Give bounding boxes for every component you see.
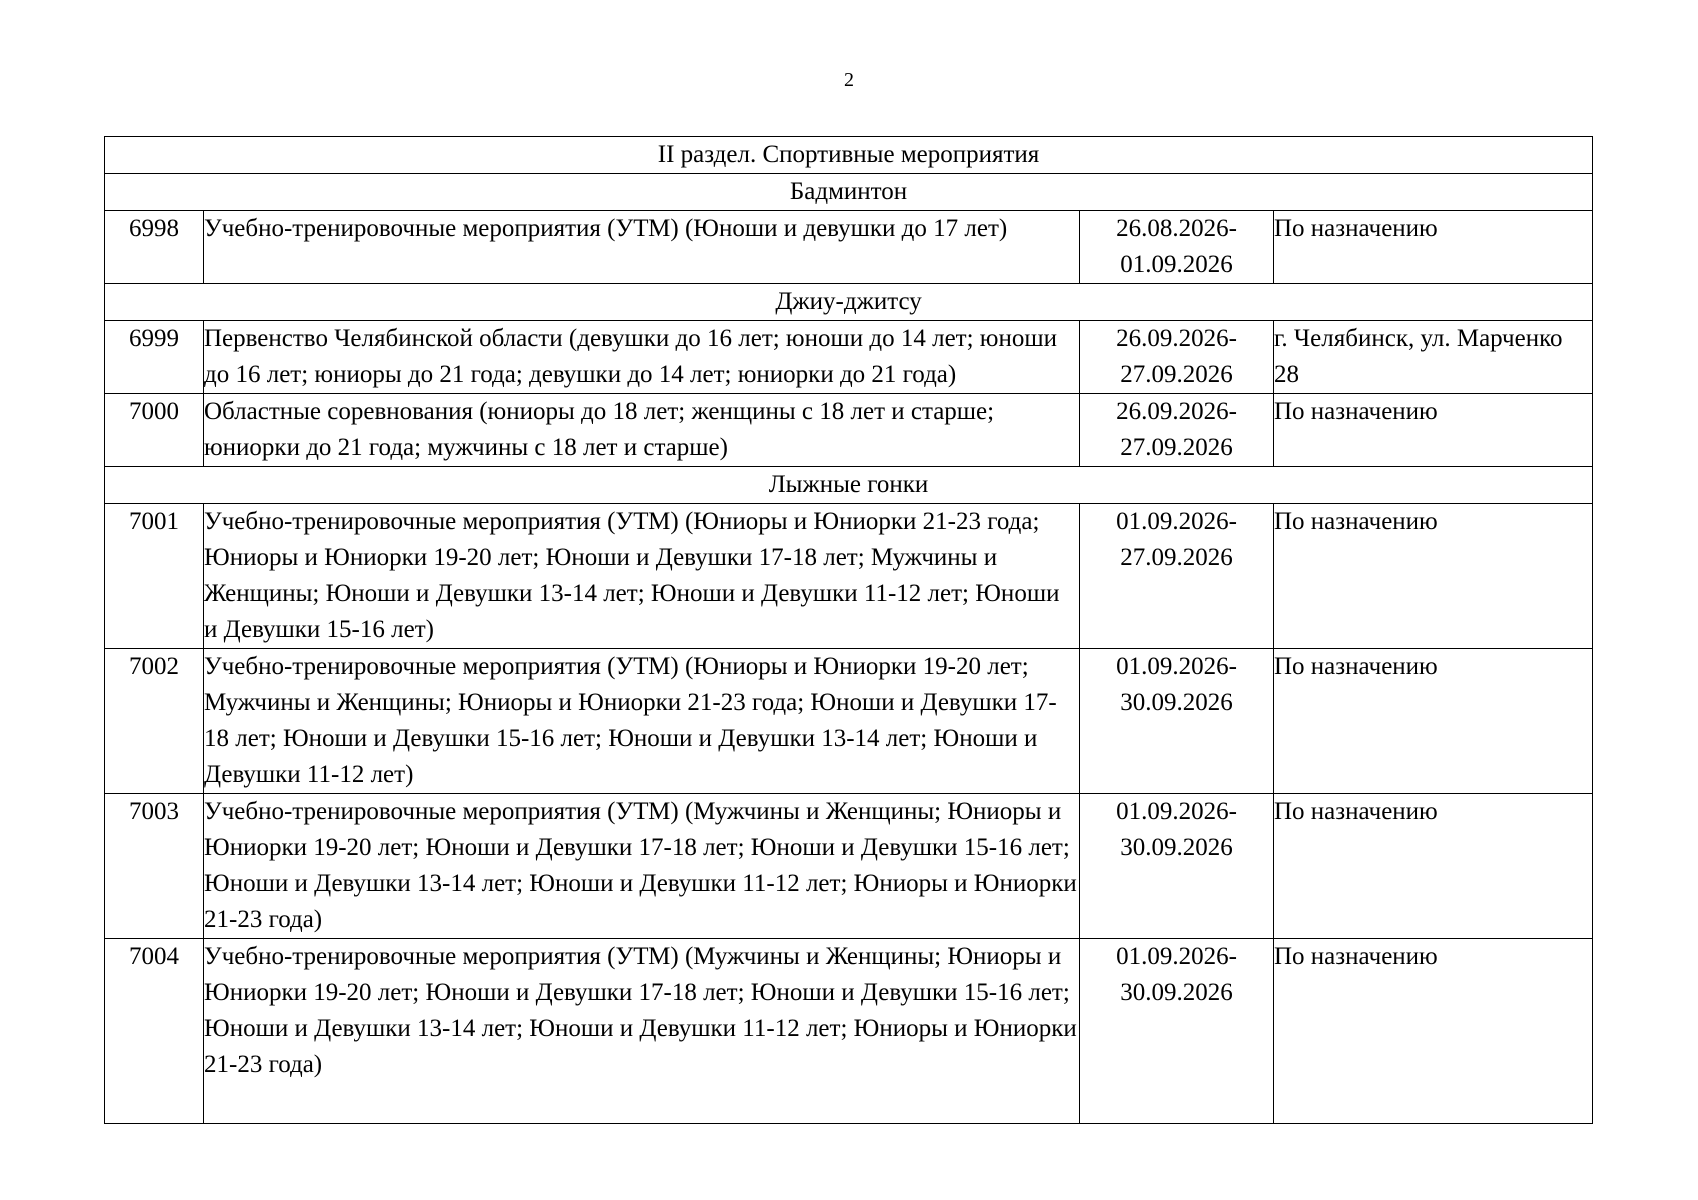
event-dates (1080, 394, 1274, 467)
event-number: 6999 (105, 321, 204, 394)
date-start: 26.08.2026- (1116, 215, 1237, 242)
events-table (104, 136, 1593, 1124)
event-name: Учебно-тренировочные мероприятия (УТМ) (Юниоры и Юниорки 19-20 лет; Мужчины и Женщины; Юниоры и Юниорки 21-23 года; Юноши и Девушки 17-18 лет; Юноши и Девушки 15-16 лет; Юноши и Девушки 13-14 лет; Юноши и Девушки 11-12 лет) (204, 649, 1080, 794)
date-end: 30.09.2026 (1120, 689, 1233, 716)
table-row (105, 794, 1593, 939)
section-title: II раздел. Спортивные мероприятия (105, 137, 1593, 174)
date-start: 01.09.2026- (1116, 798, 1237, 825)
event-name: Учебно-тренировочные мероприятия (УТМ) (Мужчины и Женщины; Юниоры и Юниорки 19-20 лет; Юноши и Девушки 17-18 лет; Юноши и Девушки 15-16 лет; Юноши и Девушки 13-14 лет; Юноши и Девушки 11-12 лет; Юниоры и Юниорки 21-23 года) (204, 939, 1080, 1124)
date-end: 01.09.2026 (1120, 251, 1233, 278)
event-dates (1080, 939, 1274, 1124)
date-start: 01.09.2026- (1116, 653, 1237, 680)
date-start: 26.09.2026- (1116, 398, 1237, 425)
event-name: Учебно-тренировочные мероприятия (УТМ) (Юниоры и Юниорки 21-23 года; Юниоры и Юниорки 19-20 лет; Юноши и Девушки 17-18 лет; Мужчины и Женщины; Юноши и Девушки 13-14 лет; Юноши и Девушки 11-12 лет; Юноши и Девушки 15-16 лет) (204, 504, 1080, 649)
sport-title-skiing: Лыжные гонки (105, 467, 1593, 504)
date-start: 01.09.2026- (1116, 943, 1237, 970)
event-place: По назначению (1274, 211, 1593, 284)
date-start: 26.09.2026- (1116, 325, 1237, 352)
event-place: По назначению (1274, 794, 1593, 939)
event-dates (1080, 649, 1274, 794)
date-start: 01.09.2026- (1116, 508, 1237, 535)
date-end: 27.09.2026 (1120, 434, 1233, 461)
event-name: Учебно-тренировочные мероприятия (УТМ) (Мужчины и Женщины; Юниоры и Юниорки 19-20 лет; Юноши и Девушки 17-18 лет; Юноши и Девушки 15-16 лет; Юноши и Девушки 13-14 лет; Юноши и Девушки 11-12 лет; Юниоры и Юниорки 21-23 года) (204, 794, 1080, 939)
page-number: 2 (844, 69, 854, 91)
event-name: Областные соревнования (юниоры до 18 лет; женщины с 18 лет и старше; юниорки до 21 года; мужчины с 18 лет и старше) (204, 394, 1080, 467)
table-row (105, 504, 1593, 649)
event-dates (1080, 211, 1274, 284)
section-header-row (105, 137, 1593, 174)
event-place: По назначению (1274, 394, 1593, 467)
event-number: 7000 (105, 394, 204, 467)
date-end: 27.09.2026 (1120, 361, 1233, 388)
sport-header-row (105, 467, 1593, 504)
table-row (105, 211, 1593, 284)
date-end: 27.09.2026 (1120, 544, 1233, 571)
event-place: По назначению (1274, 649, 1593, 794)
sport-title-badminton: Бадминтон (105, 174, 1593, 211)
event-dates (1080, 321, 1274, 394)
event-place: По назначению (1274, 939, 1593, 1124)
event-number: 7003 (105, 794, 204, 939)
event-place: г. Челябинск, ул. Марченко 28 (1274, 321, 1593, 394)
event-name: Первенство Челябинской области (девушки до 16 лет; юноши до 14 лет; юноши до 16 лет; юниоры до 21 года; девушки до 14 лет; юниорки до 21 года) (204, 321, 1080, 394)
event-dates (1080, 504, 1274, 649)
event-place: По назначению (1274, 504, 1593, 649)
event-dates (1080, 794, 1274, 939)
table-row (105, 649, 1593, 794)
table-row (105, 394, 1593, 467)
sport-header-row (105, 174, 1593, 211)
table-row (105, 939, 1593, 1124)
sport-title-jiu-jitsu: Джиу-джитсу (105, 284, 1593, 321)
event-number: 7004 (105, 939, 204, 1124)
table-row (105, 321, 1593, 394)
date-end: 30.09.2026 (1120, 979, 1233, 1006)
date-end: 30.09.2026 (1120, 834, 1233, 861)
event-name: Учебно-тренировочные мероприятия (УТМ) (Юноши и девушки до 17 лет) (204, 211, 1080, 284)
event-number: 7001 (105, 504, 204, 649)
sport-header-row (105, 284, 1593, 321)
event-number: 6998 (105, 211, 204, 284)
event-number: 7002 (105, 649, 204, 794)
